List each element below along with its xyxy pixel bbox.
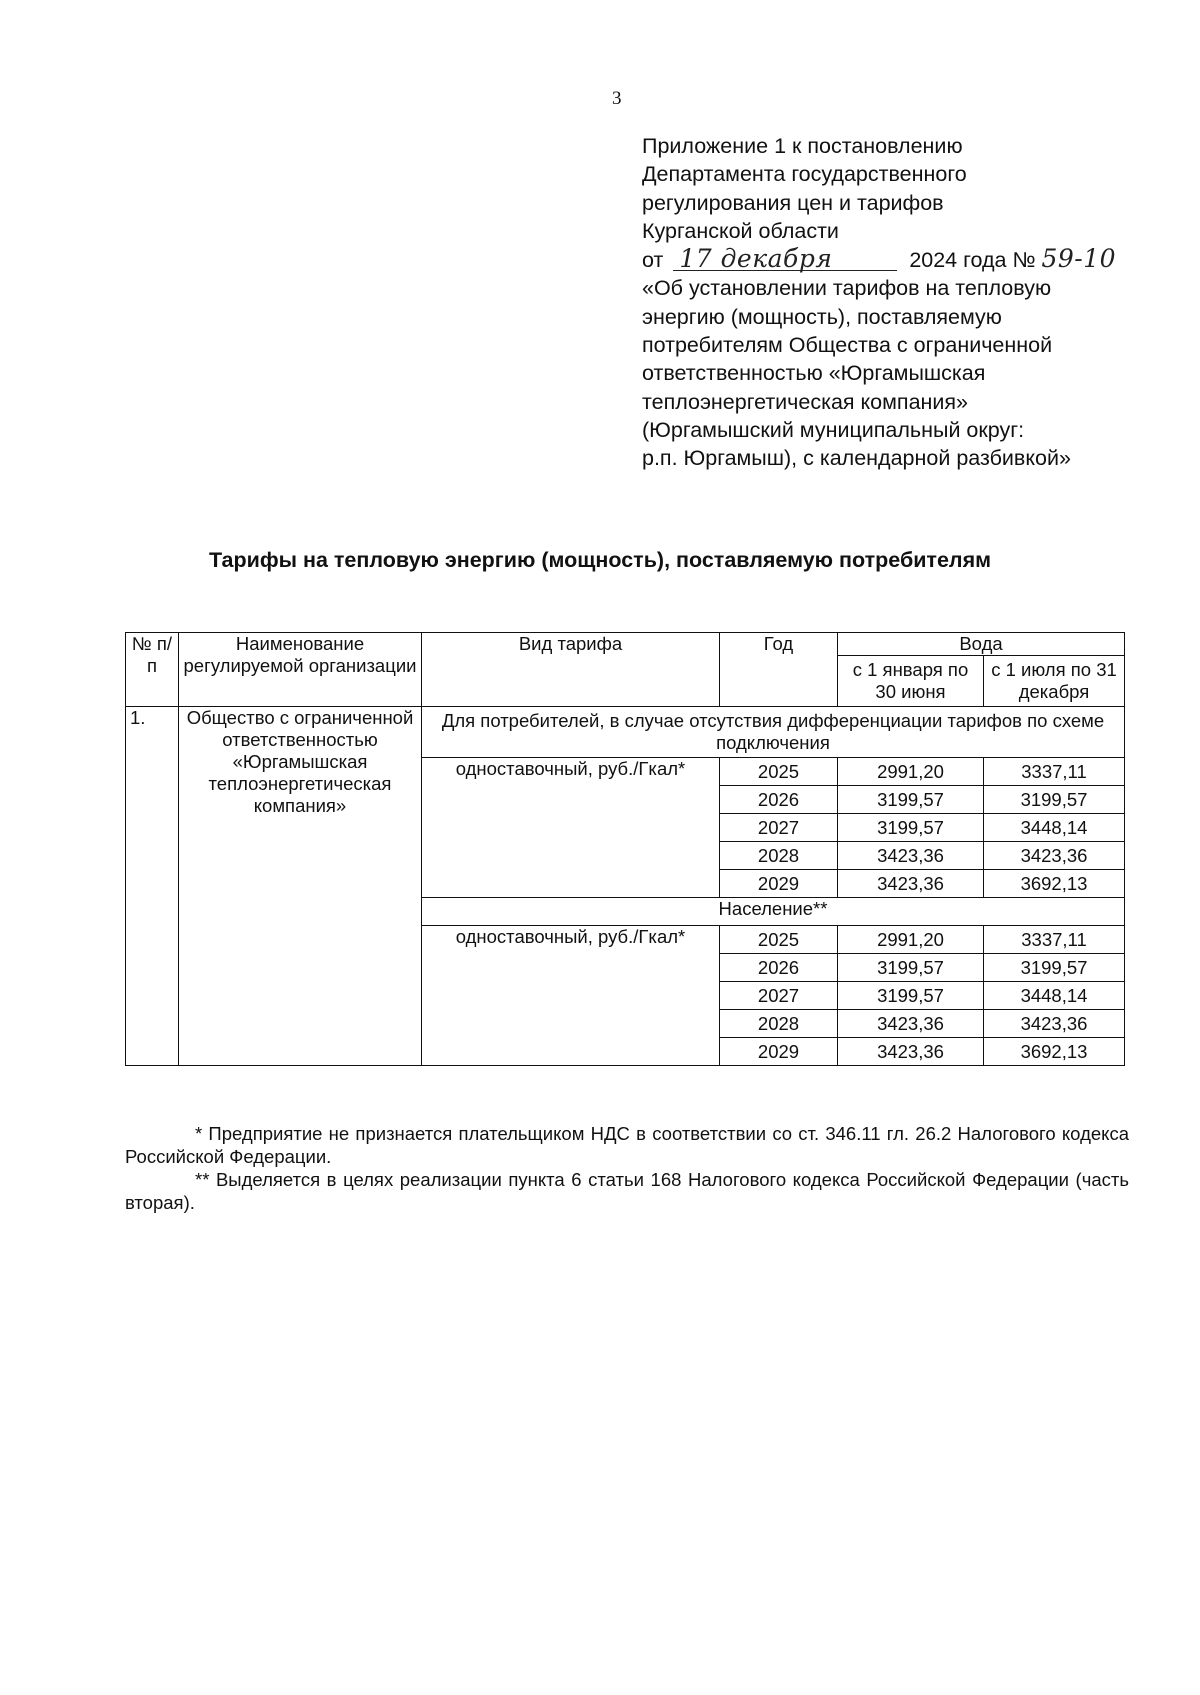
period2-value: 3692,13 [984, 870, 1125, 898]
appendix-subject-line: энергию (мощность), поставляемую [642, 304, 1002, 329]
appendix-line: Департамента государственного [642, 162, 967, 187]
header-period-1: с 1 января по 30 июня [838, 656, 984, 707]
group-label: Для потребителей, в случае отсутствия дифференциации тарифов по схеме подключения [422, 707, 1125, 758]
appendix-date-line [642, 245, 1162, 274]
period1-value: 3423,36 [838, 1010, 984, 1038]
row-number: 1. [126, 707, 179, 1066]
period1-value: 3423,36 [838, 1038, 984, 1066]
period2-value: 3423,36 [984, 1010, 1125, 1038]
appendix-subject-line: (Юргамышский муниципальный округ: [642, 417, 1025, 442]
handwritten-number: 59-10 [1041, 244, 1117, 274]
page-number: 3 [612, 88, 622, 109]
period2-value: 3448,14 [984, 814, 1125, 842]
header-num: № п/п [126, 633, 179, 707]
period2-value: 3337,11 [984, 926, 1125, 954]
period2-value: 3199,57 [984, 954, 1125, 982]
appendix-subject-line: «Об установлении тарифов на тепловую [642, 276, 1052, 301]
header-tariff-type: Вид тарифа [422, 633, 720, 707]
period1-value: 3199,57 [838, 786, 984, 814]
group-label: Население** [422, 898, 1125, 926]
period1-value: 3199,57 [838, 814, 984, 842]
year-cell: 2026 [720, 786, 838, 814]
appendix-line: Приложение 1 к постановлению [642, 134, 963, 158]
period1-value: 3199,57 [838, 954, 984, 982]
period2-value: 3448,14 [984, 982, 1125, 1010]
appendix-subject-line: ответственностью «Юргамышская [642, 361, 986, 386]
year-cell: 2026 [720, 954, 838, 982]
footnote: * Предприятие не признается плательщиком НДС в соответствии со ст. 346.11 гл. 26.2 Налогового кодекса Российской Федерации. [125, 1123, 1129, 1167]
appendix-subject-line: потребителям Общества с ограниченной [642, 333, 1053, 358]
appendix-block [642, 132, 1162, 473]
year-cell: 2029 [720, 1038, 838, 1066]
handwritten-date: 17 декабря [673, 248, 897, 271]
document-title: Тарифы на тепловую энергию (мощность), поставляемую потребителям [208, 548, 992, 572]
period1-value: 3423,36 [838, 842, 984, 870]
appendix-subject-line: теплоэнергетическая компания» [642, 389, 969, 414]
appendix-subject-line: р.п. Юргамыш), с календарной разбивкой» [642, 446, 1071, 471]
header-water: Вода [838, 633, 1125, 656]
period2-value: 3337,11 [984, 758, 1125, 786]
year-cell: 2027 [720, 814, 838, 842]
footnote: ** Выделяется в целях реализации пункта 6 статьи 168 Налогового кодекса Российской Федерации (часть вторая). [125, 1169, 1129, 1213]
organization-name: Общество с ограниченной ответственностью «Юргамышская теплоэнергетическая компания» [179, 707, 422, 1066]
appendix-line: регулирования цен и тарифов [642, 190, 944, 215]
period1-value: 2991,20 [838, 926, 984, 954]
header-period-2: с 1 июля по 31 декабря [984, 656, 1125, 707]
tariff-type: одноставочный, руб./Гкал* [422, 926, 720, 1066]
period1-value: 3423,36 [838, 870, 984, 898]
period2-value: 3423,36 [984, 842, 1125, 870]
tariff-type: одноставочный, руб./Гкал* [422, 758, 720, 898]
year-cell: 2027 [720, 982, 838, 1010]
tariffs-table [125, 632, 1125, 1066]
header-org: Наименование регулируемой организации [179, 633, 422, 707]
year-cell: 2025 [720, 758, 838, 786]
period2-value: 3199,57 [984, 786, 1125, 814]
header-year: Год [720, 633, 838, 707]
period1-value: 3199,57 [838, 982, 984, 1010]
date-prefix: от [642, 248, 664, 273]
period1-value: 2991,20 [838, 758, 984, 786]
year-cell: 2025 [720, 926, 838, 954]
period2-value: 3692,13 [984, 1038, 1125, 1066]
date-year-text: 2024 года № [909, 248, 1036, 273]
year-cell: 2028 [720, 1010, 838, 1038]
footnotes [125, 1122, 1129, 1214]
year-cell: 2029 [720, 870, 838, 898]
year-cell: 2028 [720, 842, 838, 870]
appendix-line: Курганской области [642, 218, 839, 243]
